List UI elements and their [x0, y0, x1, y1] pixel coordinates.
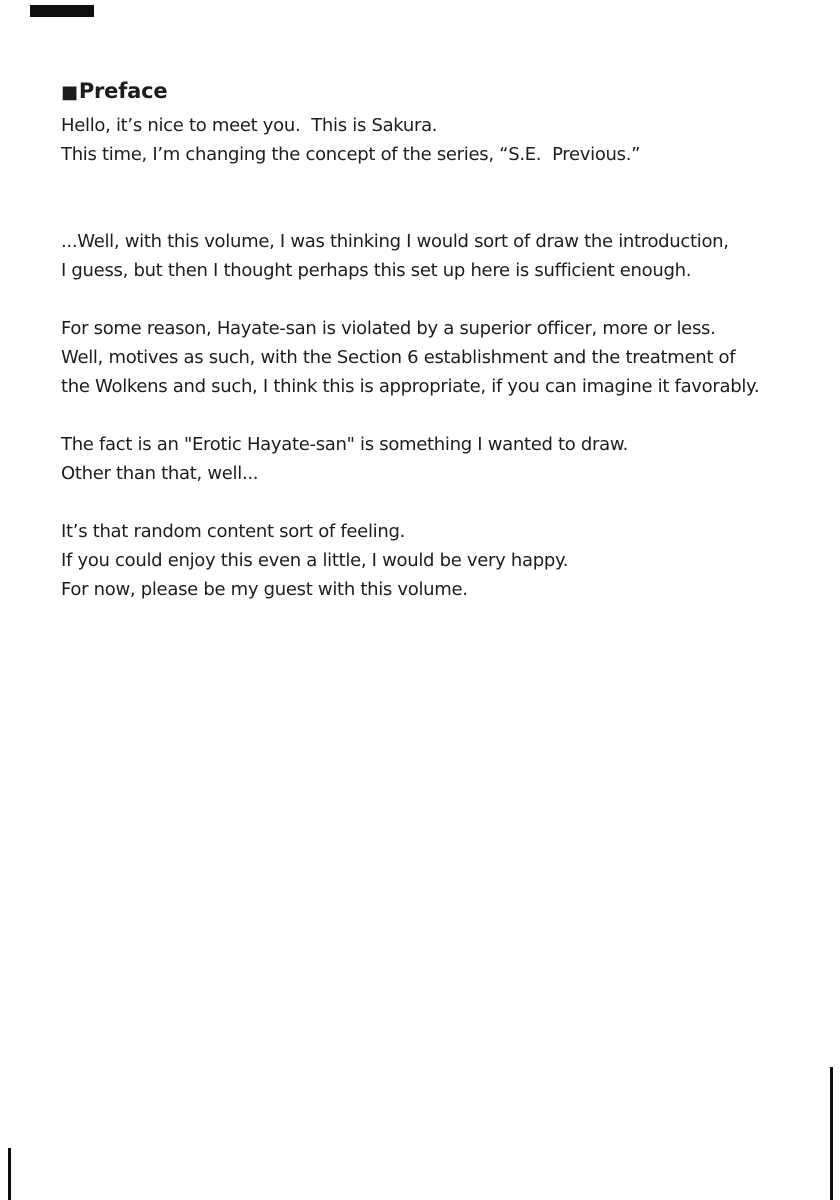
square-bullet-icon: ■	[61, 82, 78, 103]
text-line: For now, please be my guest with this volume.	[61, 579, 468, 600]
text-line: This time, I’m changing the concept of the series, “S.E. Previous.”	[61, 144, 641, 165]
text-line: ...Well, with this volume, I was thinking I would sort of draw the introduction,	[61, 231, 729, 252]
paragraph-motivation	[61, 430, 830, 488]
paragraph-premise	[61, 314, 830, 401]
scan-artifact-bottom-right	[830, 1067, 833, 1200]
paragraph-greeting	[61, 111, 830, 169]
paragraph-closing	[61, 517, 830, 604]
text-line: For some reason, Hayate-san is violated by a superior officer, more or less.	[61, 318, 716, 339]
preface-heading	[61, 78, 830, 106]
text-line: Hello, it’s nice to meet you. This is Sakura.	[61, 115, 438, 136]
text-line: Well, motives as such, with the Section 6 establishment and the treatment of	[61, 347, 736, 368]
scan-artifact-top-left	[30, 5, 94, 17]
text-line: the Wolkens and such, I think this is appropriate, if you can imagine it favorably.	[61, 376, 760, 397]
text-line: I guess, but then I thought perhaps this set up here is sufficient enough.	[61, 260, 692, 281]
scan-artifact-bottom-left	[8, 1148, 11, 1200]
text-line: Other than that, well...	[61, 463, 259, 484]
text-line: It’s that random content sort of feeling.	[61, 521, 406, 542]
preface-heading-text: Preface	[78, 79, 168, 103]
preface-text-block	[61, 78, 830, 604]
paragraph-volume-thoughts	[61, 227, 830, 285]
text-line: The fact is an "Erotic Hayate-san" is something I wanted to draw.	[61, 434, 629, 455]
text-line: If you could enjoy this even a little, I would be very happy.	[61, 550, 569, 571]
